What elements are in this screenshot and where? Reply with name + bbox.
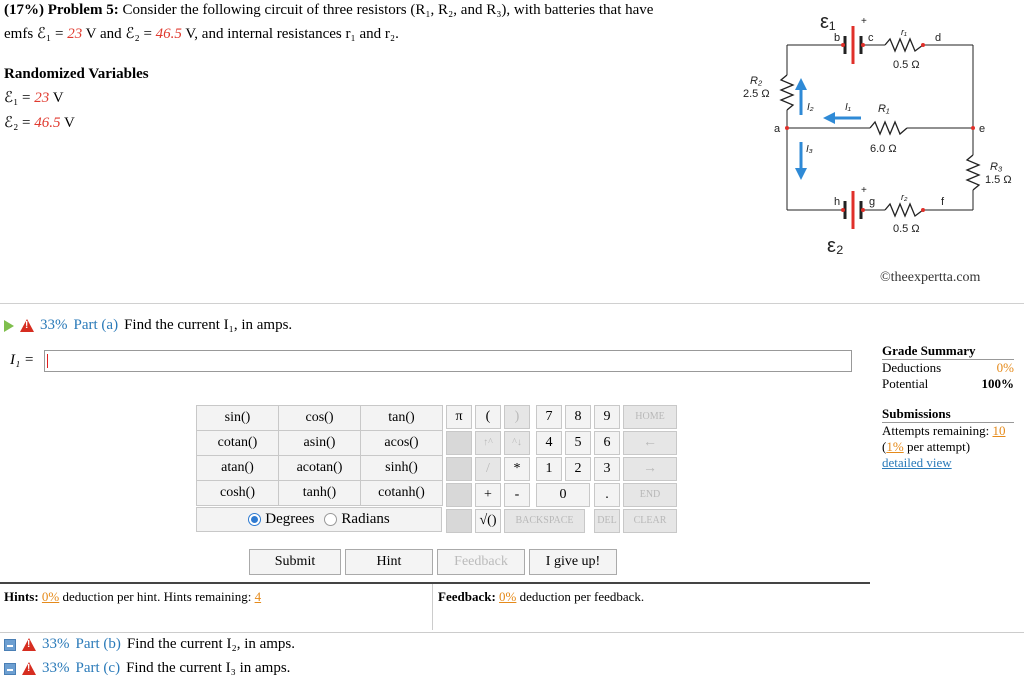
hints-info: [4, 589, 261, 605]
blank-key: [446, 431, 472, 455]
hints-label: Hints:: [4, 589, 39, 604]
acos-button[interactable]: acos(): [361, 431, 443, 456]
digit-6-button[interactable]: 6: [594, 431, 620, 455]
potential-value: 100%: [981, 376, 1014, 391]
part-b-label: Part (b): [75, 636, 121, 652]
grade-summary-title: Grade Summary: [882, 343, 1014, 360]
feedback-text: deduction per feedback.: [519, 589, 645, 604]
r3-label: R₃: [990, 161, 1003, 173]
hints-feedback-bar: [0, 582, 870, 630]
angle-mode-selector: [196, 507, 442, 532]
r1-int-label: r₁: [901, 27, 907, 37]
per-attempt-text: per attempt): [906, 439, 971, 454]
digit-1-button[interactable]: 1: [536, 457, 562, 481]
digit-0-button[interactable]: 0: [536, 483, 590, 507]
part-b-percent: 33%: [42, 636, 70, 652]
blank-key: [446, 457, 472, 481]
part-c-question: Find the current I₃ in amps.: [126, 660, 291, 676]
clear-button[interactable]: CLEAR: [623, 509, 677, 533]
text-caret: [47, 354, 48, 368]
randomized-var-2: [4, 113, 75, 132]
var1-value: 23: [34, 90, 50, 106]
r1-label: R₁: [878, 103, 890, 115]
i3-label: I₃: [806, 144, 813, 155]
per-attempt-row: [882, 439, 1014, 455]
submit-button[interactable]: Submit: [249, 549, 341, 575]
sqrt-button[interactable]: √(): [475, 509, 501, 533]
r2-value: 2.5 Ω: [743, 88, 770, 100]
digit-4-button[interactable]: 4: [536, 431, 562, 455]
left-paren-button[interactable]: (: [475, 405, 501, 429]
attempts-row: [882, 423, 1014, 439]
divider: [0, 632, 1024, 633]
attempts-label: Attempts remaining:: [882, 423, 990, 438]
cotan-button[interactable]: cotan(): [197, 431, 279, 456]
i2-label: I₂: [807, 102, 814, 113]
randomized-var-1: [4, 88, 64, 107]
node-c: c: [868, 32, 874, 44]
part-b-header[interactable]: [4, 636, 295, 653]
down-caret-button[interactable]: ^↓: [504, 431, 530, 455]
randomized-variables-title: Randomized Variables: [4, 66, 149, 82]
part-a-header[interactable]: [4, 317, 292, 334]
cos-button[interactable]: cos(): [279, 406, 361, 431]
potential-label: Potential: [882, 376, 929, 391]
acotan-button[interactable]: acotan(): [279, 456, 361, 481]
digit-3-button[interactable]: 3: [594, 457, 620, 481]
r1-int-value: 0.5 Ω: [893, 59, 920, 71]
grade-summary: [882, 343, 1014, 471]
answer-input[interactable]: [44, 350, 852, 372]
deductions-label: Deductions: [882, 360, 942, 375]
deductions-row: [882, 360, 1014, 376]
atan-button[interactable]: atan(): [197, 456, 279, 481]
emf2-value: 46.5: [155, 26, 182, 42]
right-arrow-button[interactable]: →: [623, 457, 677, 481]
battery-e2: [845, 191, 861, 229]
part-a-percent: 33%: [40, 317, 68, 333]
hints-percent: 0%: [41, 589, 60, 604]
feedback-info: [438, 589, 644, 605]
plus-button[interactable]: +: [475, 483, 501, 507]
detailed-view-link[interactable]: detailed view: [882, 455, 952, 470]
radians-radio[interactable]: [324, 513, 337, 526]
backspace-button[interactable]: BACKSPACE: [504, 509, 585, 533]
warning-icon: [20, 319, 34, 332]
node-e: e: [979, 123, 986, 135]
minus-button[interactable]: -: [504, 483, 530, 507]
var2-label: ℰ₂ =: [4, 115, 35, 131]
degrees-label: Degrees: [265, 511, 315, 527]
feedback-label: Feedback:: [438, 589, 496, 604]
part-a-question: Find the current I₁, in amps.: [124, 317, 293, 333]
multiply-button[interactable]: *: [504, 457, 530, 481]
home-button[interactable]: HOME: [623, 405, 677, 429]
problem-name: Problem 5:: [47, 2, 119, 18]
decimal-button[interactable]: .: [594, 483, 620, 507]
sin-button[interactable]: sin(): [197, 406, 279, 431]
expand-play-icon[interactable]: [4, 320, 14, 332]
pi-button[interactable]: π: [446, 405, 472, 429]
node-f: f: [941, 196, 945, 208]
hints-remaining: 4: [254, 589, 262, 604]
resistor-r1: [870, 122, 907, 134]
tanh-button[interactable]: tanh(): [279, 481, 361, 506]
part-a-label: Part (a): [73, 317, 119, 333]
feedback-percent: 0%: [499, 589, 517, 604]
resistor-r2-int: [885, 204, 923, 216]
node-d: d: [935, 32, 942, 44]
function-keypad: [196, 405, 443, 506]
digit-2-button[interactable]: 2: [565, 457, 591, 481]
up-caret-button[interactable]: ↑^: [475, 431, 501, 455]
right-paren-button[interactable]: ): [504, 405, 530, 429]
collapse-icon[interactable]: [4, 663, 16, 675]
left-arrow-button[interactable]: ←: [623, 431, 677, 455]
problem-emf-line: [4, 24, 399, 45]
node-a: a: [774, 123, 781, 135]
submissions-title: Submissions: [882, 406, 1014, 423]
emf2-symbol: ε₂: [827, 235, 844, 257]
copyright-credit: ©theexpertta.com: [880, 270, 981, 285]
del-button[interactable]: DEL: [594, 509, 620, 533]
r3-value: 1.5 Ω: [985, 174, 1012, 186]
r2-label: R₂: [750, 75, 763, 87]
potential-row: [882, 376, 1014, 392]
answer-label: I₁ =: [10, 352, 35, 368]
hints-text: deduction per hint. Hints remaining:: [62, 589, 252, 604]
r2-int-value: 0.5 Ω: [893, 223, 920, 235]
degrees-radio[interactable]: [248, 513, 261, 526]
plus-sign-e2: +: [861, 185, 867, 196]
part-c-label: Part (c): [75, 660, 121, 676]
resistor-r2: [781, 75, 793, 110]
r1-value: 6.0 Ω: [870, 143, 897, 155]
paren-open: (: [882, 439, 887, 454]
problem-percent: (17%): [4, 2, 44, 18]
resistor-r3: [967, 155, 979, 190]
part-c-header[interactable]: [4, 660, 290, 677]
problem-text: Consider the following circuit of three resistors (R₁, R₂, and R₃), with batteries that have: [122, 2, 654, 18]
radians-label: Radians: [341, 511, 390, 527]
digit-8-button[interactable]: 8: [565, 405, 591, 429]
divider: [0, 303, 1024, 304]
var2-unit: V: [60, 115, 75, 131]
asin-button[interactable]: asin(): [279, 431, 361, 456]
problem-statement: [4, 0, 744, 21]
digit-5-button[interactable]: 5: [565, 431, 591, 455]
per-attempt-percent: 1%: [886, 439, 904, 454]
var1-label: ℰ₁ =: [4, 90, 35, 106]
battery-e1: [845, 26, 861, 64]
emf2-label: V and ℰ₂ =: [82, 26, 156, 42]
var1-unit: V: [49, 90, 64, 106]
divider: [432, 584, 433, 630]
plus-sign-e1: +: [861, 16, 867, 27]
tan-button[interactable]: tan(): [361, 406, 443, 431]
var2-value: 46.5: [34, 115, 61, 131]
node-g: g: [869, 196, 876, 208]
blank-key: [446, 483, 472, 507]
deductions-value: 0%: [996, 360, 1014, 375]
digit-7-button[interactable]: 7: [536, 405, 562, 429]
emf1-label: emfs ℰ₁ =: [4, 26, 68, 42]
i1-label: I₁: [845, 102, 851, 113]
divide-button[interactable]: /: [475, 457, 501, 481]
node-b: b: [834, 32, 841, 44]
collapse-icon[interactable]: [4, 639, 16, 651]
circuit-diagram: [735, 0, 1015, 262]
feedback-button[interactable]: Feedback: [437, 549, 525, 575]
r2-int-label: r₂: [901, 192, 908, 202]
blank-key: [446, 509, 472, 533]
emf1-symbol: ε₁: [820, 11, 836, 33]
part-b-question: Find the current I₂, in amps.: [126, 636, 296, 652]
internal-resistance-text: V, and internal resistances r₁ and r₂.: [181, 26, 399, 42]
emf1-value: 23: [67, 26, 83, 42]
cotanh-button[interactable]: cotanh(): [361, 481, 443, 506]
digit-9-button[interactable]: 9: [594, 405, 620, 429]
part-c-percent: 33%: [42, 660, 70, 676]
give-up-button[interactable]: I give up!: [529, 549, 617, 575]
resistor-r1-int: [885, 39, 923, 51]
end-button[interactable]: END: [623, 483, 677, 507]
attempts-value: 10: [992, 423, 1006, 438]
sinh-button[interactable]: sinh(): [361, 456, 443, 481]
hint-button[interactable]: Hint: [345, 549, 433, 575]
warning-icon: [22, 662, 36, 675]
cosh-button[interactable]: cosh(): [197, 481, 279, 506]
node-h: h: [834, 196, 841, 208]
warning-icon: [22, 638, 36, 651]
